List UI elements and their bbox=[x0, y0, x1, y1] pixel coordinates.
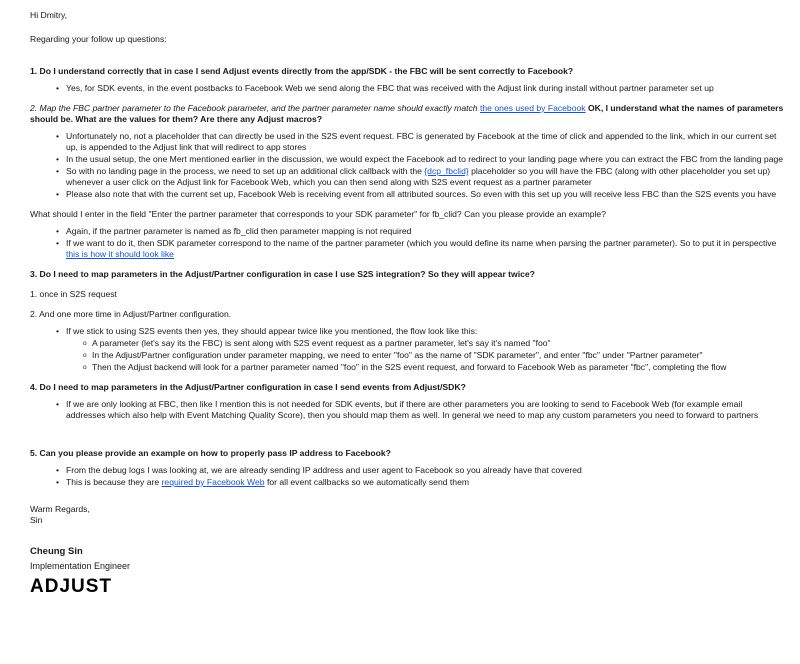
answer-5-2-text-end: for all event callbacks so we automatically send them bbox=[264, 477, 470, 487]
answer-5-2-text: This is because they are bbox=[66, 477, 162, 487]
intro: Regarding your follow up questions: bbox=[30, 34, 167, 44]
answer-list-4 bbox=[30, 399, 790, 421]
closing-name: Sin bbox=[30, 515, 43, 525]
answer-5-2 bbox=[66, 477, 790, 488]
answer-3-1-text: If we stick to using S2S events then yes, they should appear twice like you mentioned, the flow look like this: bbox=[66, 326, 478, 336]
answer-2-3 bbox=[66, 166, 790, 188]
greeting: Hi Dmitry, bbox=[30, 10, 68, 20]
adjust-logo bbox=[30, 576, 114, 594]
question-1: 1. Do I understand correctly that in case I send Adjust events directly from the app/SDK - the FBC will be sent correctly to Facebook? bbox=[30, 66, 574, 76]
facebook-params-link[interactable]: the ones used by Facebook bbox=[479, 103, 586, 113]
answer-2-1: • Unfortunately no, not a placeholder that can directly be used in the S2S event request. FBC is generated by Facebook at the time of click and appended to the link, which in our current set up, is appended to the Adjust link that will redirect to app stores bbox=[66, 131, 790, 153]
answer-2b-2-text: If we want to do it, then SDK parameter correspond to the name of the partner parameter (which you would define its name when parsing the partner parameter). So to put it in perspective bbox=[66, 238, 777, 248]
email-body bbox=[30, 10, 790, 594]
dcp-fbclid-link[interactable]: {dcp_fbclid} bbox=[424, 166, 469, 176]
answer-3-sub-1: o A parameter (let's say its the FBC) is sent along with S2S event request as a partner parameter, let's say it's named "foo" bbox=[92, 338, 784, 349]
answer-2-2: • In the usual setup, the one Mert mentioned earlier in the discussion, we would expect the Facebook ad to redirect to your landing page where you can extract the FBC from the landing page bbox=[66, 154, 790, 165]
signature-name: Cheung Sin bbox=[30, 546, 83, 557]
adjust-logo-text: ADJUST bbox=[30, 576, 113, 594]
answer-list-3 bbox=[30, 326, 790, 373]
answer-2b-2 bbox=[66, 238, 790, 260]
answer-list-2b bbox=[30, 226, 790, 260]
answer-2-3-text: So with no landing page in the process, we need to set up an additional click callback with the bbox=[66, 166, 425, 176]
question-2b: What should I enter in the field "Enter the partner parameter that corresponds to your SDK parameter" for fb_clid? Can you please provide an example? bbox=[30, 209, 606, 219]
answer-list-5 bbox=[30, 465, 790, 488]
question-2-italic: 2. Map the FBC partner parameter to the Facebook parameter, and the partner parameter name should exactly match bbox=[30, 103, 480, 113]
how-it-should-look-link[interactable]: this is how it should look like bbox=[66, 249, 174, 259]
question-5: 5. Can you please provide an example on how to properly pass IP address to Facebook? bbox=[30, 448, 391, 458]
question-2-bold: OK, I understand what the names of parameters should be. What are the values for them? Are there any Adjust macros? bbox=[30, 103, 784, 124]
required-by-facebook-link[interactable]: required by Facebook Web bbox=[161, 477, 265, 487]
answer-3-sublist bbox=[66, 338, 784, 373]
signature-title: Implementation Engineer bbox=[30, 561, 131, 571]
question-2 bbox=[30, 103, 790, 125]
answer-3-sub-2: o In the Adjust/Partner configuration under parameter mapping, we need to enter "foo" as the name of "SDK parameter", and enter "fbc" under "Partner parameter" bbox=[92, 350, 784, 361]
answer-4-1: • If we are only looking at FBC, then like I mention this is not needed for SDK events, but if there are other parameters you are looking to send to Facebook Web (for example email addresses which also help with Event Matching Quality Score), then you should map them as well. In general we need to map any custom parameters you need to forward to partners bbox=[66, 399, 790, 421]
answer-5-1: • From the debug logs I was looking at, we are already sending IP address and user agent to Facebook so you already have that covered bbox=[66, 465, 790, 476]
answer-list-2 bbox=[30, 131, 790, 200]
question-3-line-1: 1. once in S2S request bbox=[30, 289, 117, 299]
answer-1-1: • Yes, for SDK events, in the event postbacks to Facebook Web we send along the FBC that was received with the Adjust link during install without partner parameter set up bbox=[66, 83, 790, 94]
answer-2-3-text-end: placeholder so you will have the FBC (along with other placeholder you set up) whenever a user click on the Adjust link for Facebook Web, which you can then send along with S2S event request as a partner parameter bbox=[66, 166, 771, 187]
answer-3-sub-3: o Then the Adjust backend will look for a partner parameter named "foo" in the S2S event request, and forward to Facebook Web as parameter "fbc", completing the flow bbox=[92, 362, 784, 373]
closing: Warm Regards, bbox=[30, 504, 90, 514]
answer-2-4: • Please also note that with the current set up, Facebook Web is receiving event from all attributed sources. So even with this set up you will receive less FBC than the S2S events you have bbox=[66, 189, 790, 200]
question-4: 4. Do I need to map parameters in the Adjust/Partner configuration in case I send events from Adjust/SDK? bbox=[30, 382, 466, 392]
question-3-line-2: 2. And one more time in Adjust/Partner configuration. bbox=[30, 309, 232, 319]
answer-2b-1: • Again, if the partner parameter is named as fb_clid then parameter mapping is not required bbox=[66, 226, 790, 237]
answer-3-1 bbox=[66, 326, 790, 373]
question-3: 3. Do I need to map parameters in the Adjust/Partner configuration in case I use S2S integration? So they will appear twice? bbox=[30, 269, 535, 279]
answer-list-1 bbox=[30, 83, 790, 94]
